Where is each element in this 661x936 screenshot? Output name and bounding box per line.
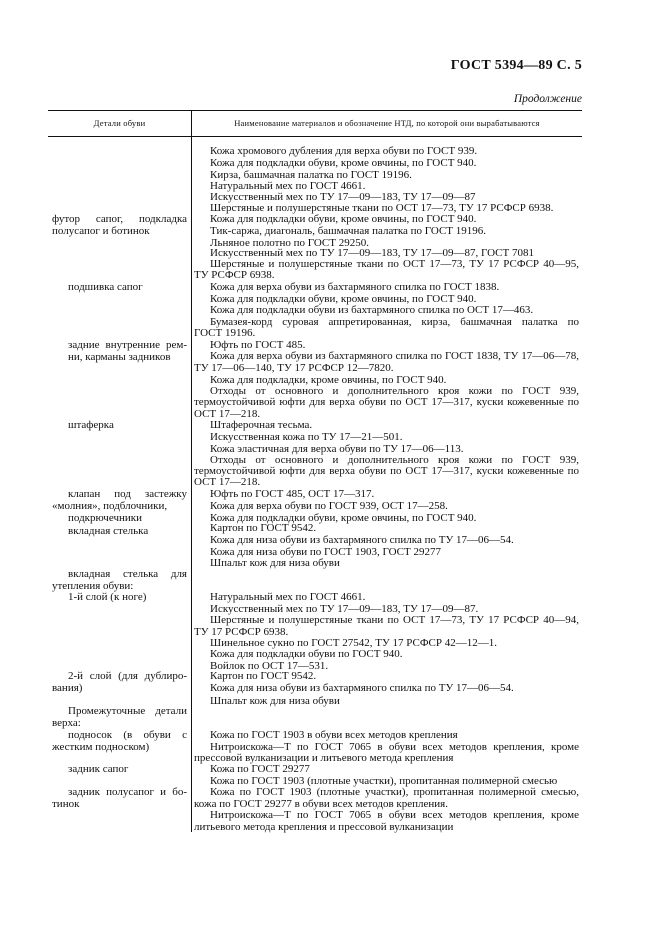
detail-line: вания)	[52, 682, 83, 694]
material-line: литьевого метода крепления и прессовой вулканизации	[194, 821, 454, 833]
material-line: Кожа по ГОСТ 29277	[210, 763, 310, 775]
material-line: Шерстяные и полушерстяные ткани по ОСТ 17—73, ТУ 17 РСФСР 40—95,	[210, 258, 579, 270]
detail-line: 1-й слой (к ноге)	[68, 591, 147, 603]
material-line: Шерстяные и полушерстяные ткани по ОСТ 17—73, ТУ 17 РСФСР 6938.	[210, 202, 554, 214]
detail-line: утепления обуви:	[52, 580, 134, 592]
material-line: ГОСТ 19196.	[194, 327, 256, 339]
detail-line: верха:	[52, 717, 81, 729]
material-line: термоустойчивой юфти для верха обуви по ОСТ 17—317, куски кожевенные по	[194, 465, 579, 477]
material-line: ОСТ 17—218.	[194, 476, 261, 488]
material-line: Кожа для подкладки обуви, кроме овчины, по ГОСТ 940.	[210, 213, 477, 225]
detail-line: полусапог и ботинок	[52, 225, 150, 237]
material-line: ТУ РСФСР 6938.	[194, 269, 275, 281]
detail-line: подкрючечники	[68, 512, 142, 524]
table-header-rule	[48, 136, 582, 137]
material-line: Картон по ГОСТ 9542.	[210, 670, 317, 682]
material-line: Кожа для подкладки, кроме овчины, по ГОСТ 940.	[210, 374, 447, 386]
material-line: Кожа для подкладки обуви, кроме овчины, по ГОСТ 940.	[210, 293, 477, 305]
material-line: Льняное полотно по ГОСТ 29250.	[210, 237, 369, 249]
material-line: Картон по ГОСТ 9542.	[210, 522, 317, 534]
material-line: ТУ 17 РСФСР 6938.	[194, 626, 289, 638]
detail-line: штаферка	[68, 419, 114, 431]
material-line: ОСТ 17—218.	[194, 408, 261, 420]
material-line: Кожа для верха обуви из бахтармяного спилка по ГОСТ 1838, ТУ 17—06—78,	[210, 350, 579, 362]
detail-line: вкладная стелька	[68, 525, 149, 537]
material-line: Натуральный мех по ГОСТ 4661.	[210, 591, 366, 603]
material-line: Кожа для низа обуви по ГОСТ 1903, ГОСТ 29277	[210, 546, 441, 558]
material-line: Отходы от основного и дополнительного кроя кожи по ГОСТ 939,	[210, 385, 579, 397]
material-line: Тик-саржа, диагональ, башмачная палатка по ГОСТ 19196.	[210, 225, 487, 237]
detail-line: 2-й слой (для дублиро-	[68, 670, 187, 682]
detail-line: тинок	[52, 798, 80, 810]
material-line: Кожа хромового дубления для верха обуви по ГОСТ 939.	[210, 145, 478, 157]
detail-line: задник полусапог и бо-	[68, 786, 187, 798]
detail-line: ни, карманы задников	[68, 351, 171, 363]
material-line: Кожа по ГОСТ 1903 (плотные участки), пропитанная полимерной смесью,	[210, 786, 579, 798]
column-header-details: Детали обуви	[93, 118, 146, 128]
detail-line: жестким подноском)	[52, 741, 150, 753]
material-line: ТУ 17—06—140, ТУ 17 РСФСР 12—7820.	[194, 362, 394, 374]
material-line: Кожа для верха обуви по ГОСТ 939, ОСТ 17—258.	[210, 500, 448, 512]
detail-line: Промежуточные детали	[68, 705, 187, 717]
table-top-rule	[48, 110, 582, 111]
material-line: Кожа для подкладки обуви, кроме овчины, по ГОСТ 940.	[210, 512, 477, 524]
material-line: Искусственная кожа по ТУ 17—21—501.	[210, 431, 403, 443]
material-line: Искусственный мех по ТУ 17—09—183, ТУ 17—09—87, ГОСТ 7081	[210, 247, 534, 259]
material-line: Кожа по ГОСТ 1903 в обуви всех методов крепления	[210, 729, 458, 741]
material-line: Искусственный мех по ТУ 17—09—183, ТУ 17—09—87	[210, 191, 476, 203]
material-line: Кожа для низа обуви из бахтармяного спилка по ТУ 17—06—54.	[210, 534, 514, 546]
detail-line: вкладная стелька для	[68, 568, 187, 580]
material-line: Войлок по ОСТ 17—531.	[210, 660, 329, 672]
material-line: Юфть по ГОСТ 485, ОСТ 17—317.	[210, 488, 375, 500]
detail-line: подносок (в обуви с	[68, 729, 187, 741]
continuation-label: Продолжение	[513, 93, 582, 105]
material-line: Искусственный мех по ТУ 17—09—183, ТУ 17—09—87.	[210, 603, 479, 615]
material-line: Натуральный мех по ГОСТ 4661.	[210, 180, 366, 192]
material-line: Отходы от основного и дополнительного кроя кожи по ГОСТ 939,	[210, 454, 579, 466]
material-line: Кожа для подкладки обуви из бахтармяного спилка по ОСТ 17—463.	[210, 304, 534, 316]
detail-line: «молния», подблочники,	[52, 500, 168, 512]
material-line: Кожа по ГОСТ 1903 (плотные участки), пропитанная полимерной смесью	[210, 775, 558, 787]
material-line: Шпальт кож для низа обуви	[210, 695, 340, 707]
material-line: Бумазея-корд суровая аппретированная, кирза, башмачная палатка по	[210, 316, 579, 328]
material-line: Шпальт кож для низа обуви	[210, 557, 340, 569]
detail-line: задние внутренние рем-	[68, 339, 187, 351]
material-line: Нитроискожа—Т по ГОСТ 7065 в обуви всех методов крепления, кроме	[210, 809, 579, 821]
material-line: Кожа для верха обуви из бахтармяного спилка по ГОСТ 1838.	[210, 281, 500, 293]
page-header: ГОСТ 5394—89 С. 5	[450, 58, 582, 73]
material-line: Нитроискожа—Т по ГОСТ 7065 в обуви всех методов крепления, кроме	[210, 741, 579, 753]
material-line: кожа по ГОСТ 29277 в обуви всех методов крепления.	[194, 798, 448, 810]
material-line: Кожа для подкладки обуви, кроме овчины, по ГОСТ 940.	[210, 157, 477, 169]
material-line: Шинельное сукно по ГОСТ 27542, ТУ 17 РСФСР 42—12—1.	[210, 637, 497, 649]
detail-line: футор сапог, подкладка	[52, 213, 187, 225]
detail-line: клапан под застежку	[68, 488, 187, 500]
material-line: прессовой вулканизации и литьевого метода крепления	[194, 752, 454, 764]
detail-line: подшивка сапог	[68, 281, 143, 293]
material-line: Юфть по ГОСТ 485.	[210, 339, 306, 351]
material-line: Кирза, башмачная палатка по ГОСТ 19196.	[210, 169, 412, 181]
material-line: Кожа для низа обуви из бахтармяного спилка по ТУ 17—06—54.	[210, 682, 514, 694]
material-line: Шерстяные и полушерстяные ткани по ОСТ 17—73, ТУ 17 РСФСР 40—94,	[210, 614, 579, 626]
material-line: термоустойчивой юфти для верха обуви по ОСТ 17—317, куски кожевенные по	[194, 396, 579, 408]
material-line: Кожа для подкладки обуви по ГОСТ 940.	[210, 648, 403, 660]
column-header-materials: Наименование материалов и обозначение НТД, по которой они вырабатываются	[234, 118, 540, 128]
column-divider	[191, 110, 192, 832]
detail-line: задник сапог	[68, 763, 129, 775]
material-line: Кожа эластичная для верха обуви по ТУ 17—06—113.	[210, 443, 464, 455]
material-line: Штаферочная тесьма.	[210, 419, 313, 431]
